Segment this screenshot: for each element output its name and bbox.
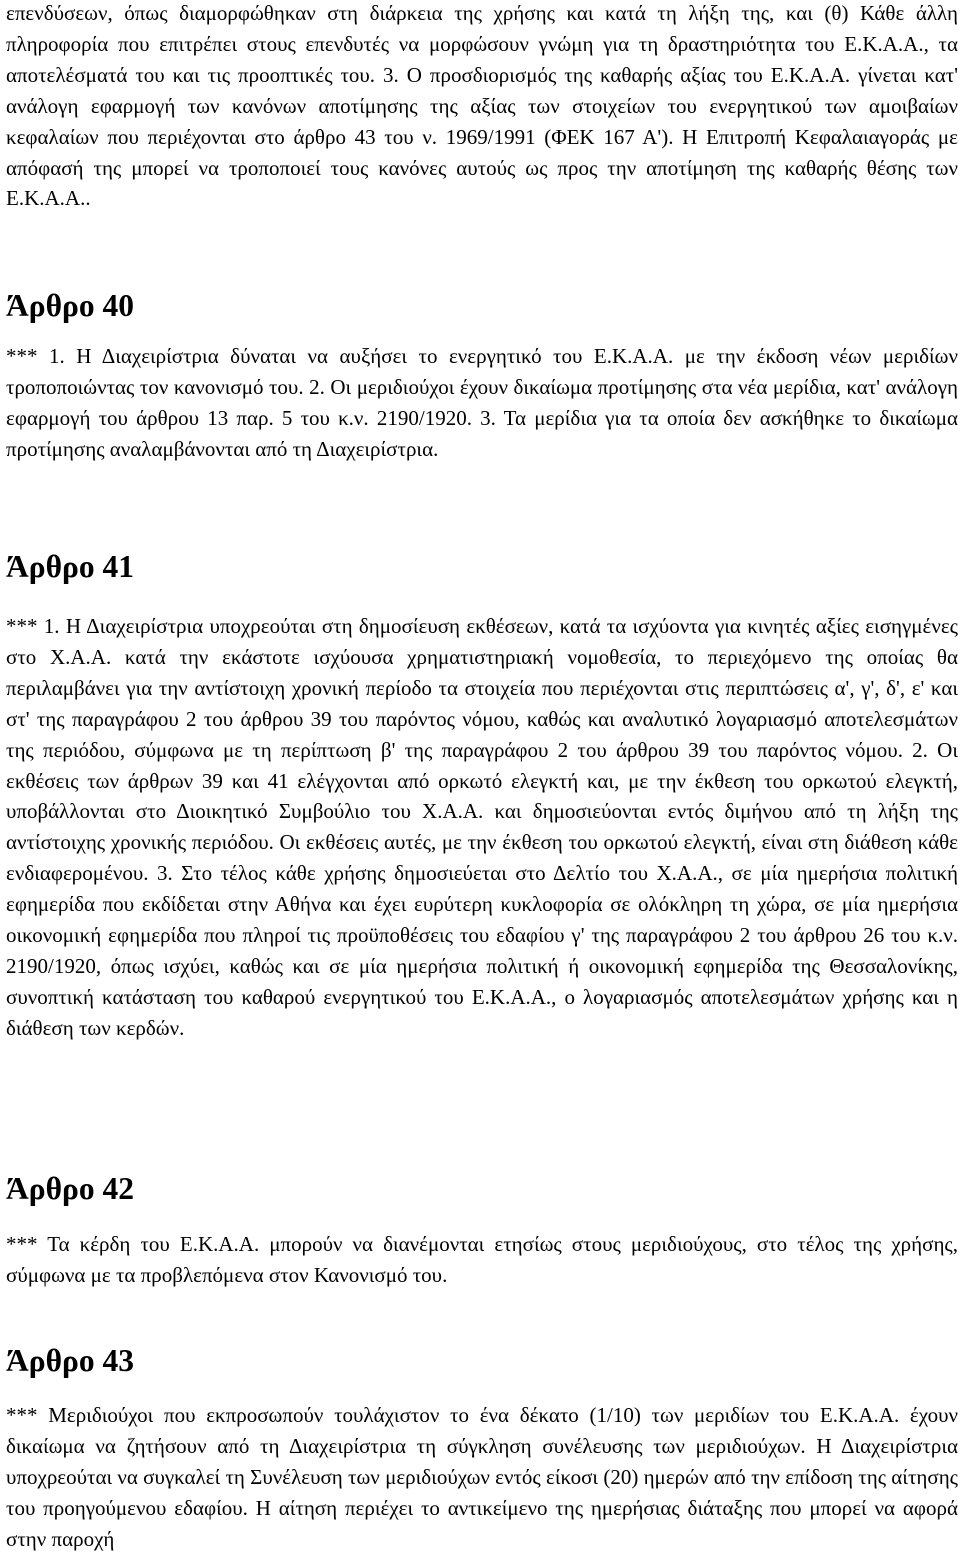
article-40-text: *** 1. Η Διαχειρίστρια δύναται να αυξήσει το ενεργητικό του Ε.Κ.Α.Α. με την έκδοση νέων μεριδίων τροποποιώντας τον κανονισμό του. 2. Οι μεριδιούχοι έχουν δικαίωμα προτίμησης στα νέα μερίδια, κατ' ανάλογη εφαρμογή του άρθρου 13 παρ. 5 του κ.ν. 2190/1920. 3. Τα μερίδια για τα οποία δεν ασκήθηκε το δικαίωμα προτίμησης αναλαμβάνονται από τη Διαχειρίστρια.	[6, 344, 958, 461]
article-42-text: *** Τα κέρδη του Ε.Κ.Α.Α. μπορούν να διανέμονται ετησίως στους μεριδιούχους, στο τέλος της χρήσης, σύμφωνα με τα προβλεπόμενα στον Κανονισμό του.	[6, 1232, 958, 1287]
article-40-heading: Άρθρο 40	[6, 288, 135, 323]
article-43-text: *** Μεριδιούχοι που εκπροσωπούν τουλάχιστον το ένα δέκατο (1/10) των μεριδίων του Ε.Κ.Α.Α. έχουν δικαίωμα να ζητήσουν από τη Διαχειρίστρια τη σύγκληση συνέλευσης των μεριδιούχων. Η Διαχειρίστρια υποχρεούται να συγκαλεί τη Συνέλευση των μεριδιούχων εντός είκοσι (20) ημερών από την επίδοση της αίτησης του προηγούμενου εδαφίου. Η αίτηση περιέχει το αντικείμενο της ημερήσιας διάταξης που μπορεί να αφορά στην παροχή	[6, 1403, 958, 1551]
article-42-heading: Άρθρο 42	[6, 1171, 135, 1206]
article-41-heading: Άρθρο 41	[6, 549, 135, 584]
article-43-heading: Άρθρο 43	[6, 1343, 135, 1378]
intro-paragraph: επενδύσεων, όπως διαμορφώθηκαν στη διάρκεια της χρήσης και κατά τη λήξη της, και (θ) Κάθε άλλη πληροφορία που επιτρέπει στους επενδυτές να μορφώσουν γνώμη για τη δραστηριότητα του Ε.Κ.Α.Α., τα αποτελέσματά του και τις προοπτικές του. 3. Ο προσδιορισμός της καθαρής αξίας του Ε.Κ.Α.Α. γίνεται κατ' ανάλογη εφαρμογή των κανόνων αποτίμησης της αξίας των στοιχείων του ενεργητικού των αμοιβαίων κεφαλαίων που περιέχονται στο άρθρο 43 του ν. 1969/1991 (ΦΕΚ 167 Α'). Η Επιτροπή Κεφαλαιαγοράς με απόφασή της μπορεί να τροποποιεί τους κανόνες αυτούς ως προς την αποτίμηση της καθαρής θέσης των Ε.Κ.Α.Α..	[6, 1, 958, 211]
article-41-text: *** 1. Η Διαχειρίστρια υποχρεούται στη δημοσίευση εκθέσεων, κατά τα ισχύοντα για κινητές αξίες εισηγμένες στο Χ.Α.Α. κατά την εκάστοτε ισχύουσα χρηματιστηριακή νομοθεσία, το περιεχόμενο της οποίας θα περιλαμβάνει για την αντίστοιχη χρονική περίοδο τα στοιχεία που περιέχονται στις περιπτώσεις α', γ', δ', ε' και στ' της παραγράφου 2 του άρθρου 39 του παρόντος νόμου, καθώς και αναλυτικό λογαριασμό αποτελεσμάτων της περιόδου, σύμφωνα με τη περίπτωση β' της παραγράφου 2 του άρθρου 39 του παρόντος νόμου. 2. Οι εκθέσεις των άρθρων 39 και 41 ελέγχονται από ορκωτό ελεγκτή και, με την έκθεση του ορκωτού ελεγκτή, υποβάλλονται στο Διοικητικό Συμβούλιο του Χ.Α.Α. και δημοσιεύονται εντός διμήνου από τη λήξη της αντίστοιχης χρονικής περιόδου. Οι εκθέσεις αυτές, με την έκθεση του ορκωτού ελεγκτή, είναι στη διάθεση κάθε ενδιαφερομένου. 3. Στο τέλος κάθε χρήσης δημοσιεύεται στο Δελτίο του Χ.Α.Α., σε μία ημερήσια πολιτική εφημερίδα που εκδίδεται στην Αθήνα και έχει ευρύτερη κυκλοφορία σε ολόκληρη τη χώρα, σε μία ημερήσια οικονομική εφημερίδα που πληροί τις προϋποθέσεις του εδαφίου γ' της παραγράφου 2 του άρθρου 26 του κ.ν. 2190/1920, όπως ισχύει, καθώς και σε μία ημερήσια πολιτική ή οικονομική εφημερίδα της Θεσσαλονίκης, συνοπτική κατάσταση του καθαρού ενεργητικού του Ε.Κ.Α.Α., ο λογαριασμός αποτελεσμάτων χρήσης και η διάθεση των κερδών.	[6, 614, 958, 1040]
